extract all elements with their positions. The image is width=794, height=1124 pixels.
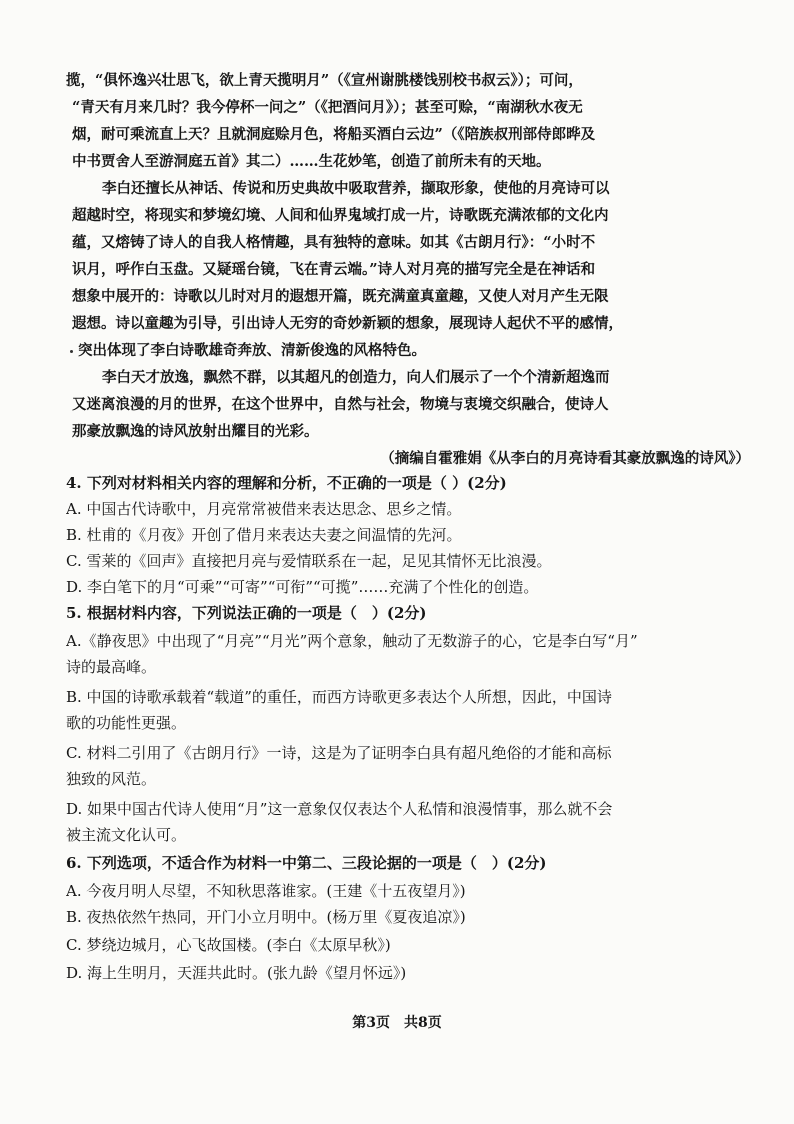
question-6-stem: 6. 下列选项，不适合作为材料一中第二、三段论据的一项是（ ）(2分): [66, 854, 547, 872]
question-6-option-d: D. 海上生明月，天涯共此时。(张九龄《望月怀远》): [66, 964, 407, 982]
question-4-stem: 4. 下列对材料相关内容的理解和分析，不正确的一项是（ ）(2分): [66, 474, 507, 492]
question-6-option-b: B. 夜热依然午热同，开门小立月明中。(杨万里《夏夜追凉》): [66, 908, 466, 926]
passage-line: 那豪放飘逸的诗风放射出耀目的光彩。: [72, 423, 319, 440]
question-5-option-a: A.《静夜思》中出现了“月亮”“月光”两个意象，触动了无数游子的心，它是李白写“月”: [66, 632, 638, 650]
passage-line: 又迷离浪漫的月的世界，在这个世界中，自然与社会，物境与衷境交织融合，使诗人: [72, 396, 609, 413]
question-6-option-a: A. 今夜月明人尽望，不知秋思落谁家。(王建《十五夜望月》): [66, 882, 466, 900]
passage-line: 揽，“俱怀逸兴壮思飞，欲上青天揽明月”（《宣州谢朓楼饯别校书叔云》）；可问，: [66, 72, 583, 89]
question-5-option-c: C. 材料二引用了《古朗月行》一诗，这是为了证明李白具有超凡绝俗的才能和高标: [66, 744, 612, 762]
passage-line: 突出体现了李白诗歌雄奇奔放、清新俊逸的风格特色。: [78, 342, 426, 359]
question-6-option-c: C. 梦绕边城月，心飞故国楼。(李白《太原早秋》): [66, 936, 391, 954]
question-5-option-d-cont: 被主流文化认可。: [66, 826, 187, 844]
question-4-option-a: A. 中国古代诗歌中，月亮常常被借来表达思念、思乡之情。: [66, 500, 462, 518]
scan-speck: [70, 350, 73, 353]
question-5-option-d: D. 如果中国古代诗人使用“月”这一意象仅仅表达个人私情和浪漫情事，那么就不会: [66, 800, 613, 818]
passage-source: （摘编自霍雅娟《从李白的月亮诗看其豪放飘逸的诗风》）: [380, 450, 750, 467]
passage-line: 中书贾舍人至游洞庭五首》其二）……生花妙笔，创造了前所未有的天地。: [72, 153, 551, 170]
page-number: 第3页 共8页: [352, 1015, 442, 1031]
question-5-option-b-cont: 歌的功能性更强。: [66, 714, 187, 732]
passage-line: 烟，耐可乘流直上天？且就洞庭赊月色，将船买酒白云边”（《陪族叔刑部侍郎晔及: [72, 126, 596, 143]
question-5-stem: 5. 根据材料内容，下列说法正确的一项是（ ）(2分): [66, 604, 427, 622]
passage-line: 李白天才放逸，飘然不群，以其超凡的创造力，向人们展示了一个个清新超逸而: [102, 369, 610, 386]
question-4-option-d: D. 李白笔下的月“可乘”“可寄”“可衔”“可揽”……充满了个性化的创造。: [66, 578, 539, 596]
question-4-option-b: B. 杜甫的《月夜》开创了借月来表达夫妻之间温情的先河。: [66, 526, 462, 544]
passage-line: 遐想。诗以童趣为引导，引出诗人无穷的奇妙新颖的想象，展现诗人起伏不平的感情，: [72, 315, 623, 332]
question-4-option-c: C. 雪莱的《回声》直接把月亮与爱情联系在一起，足见其情怀无比浪漫。: [66, 552, 552, 570]
passage-line: 超越时空，将现实和梦境幻境、人间和仙界鬼域打成一片，诗歌既充满浓郁的文化内: [72, 207, 609, 224]
passage-line: 蕴，又熔铸了诗人的自我人格情趣，具有独特的意味。如其《古朗月行》：“小时不: [72, 234, 596, 251]
question-5-option-b: B. 中国的诗歌承载着“载道”的重任，而西方诗歌更多表达个人所想，因此，中国诗: [66, 688, 612, 706]
passage-line: 识月，呼作白玉盘。又疑瑶台镜，飞在青云端。”诗人对月亮的描写完全是在神话和: [72, 261, 596, 278]
passage-line: “青天有月来几时？我今停杯一问之”（《把酒问月》）；甚至可赊，“南湖秋水夜无: [72, 99, 583, 116]
passage-line: 想象中展开的：诗歌以儿时对月的遐想开篇，既充满童真童趣，又使人对月产生无限: [72, 288, 609, 305]
question-5-option-c-cont: 独致的风范。: [66, 770, 157, 788]
passage-line: 李白还擅长从神话、传说和历史典故中吸取营养，撷取形象，使他的月亮诗可以: [102, 180, 610, 197]
question-5-option-a-cont: 诗的最高峰。: [66, 658, 157, 676]
